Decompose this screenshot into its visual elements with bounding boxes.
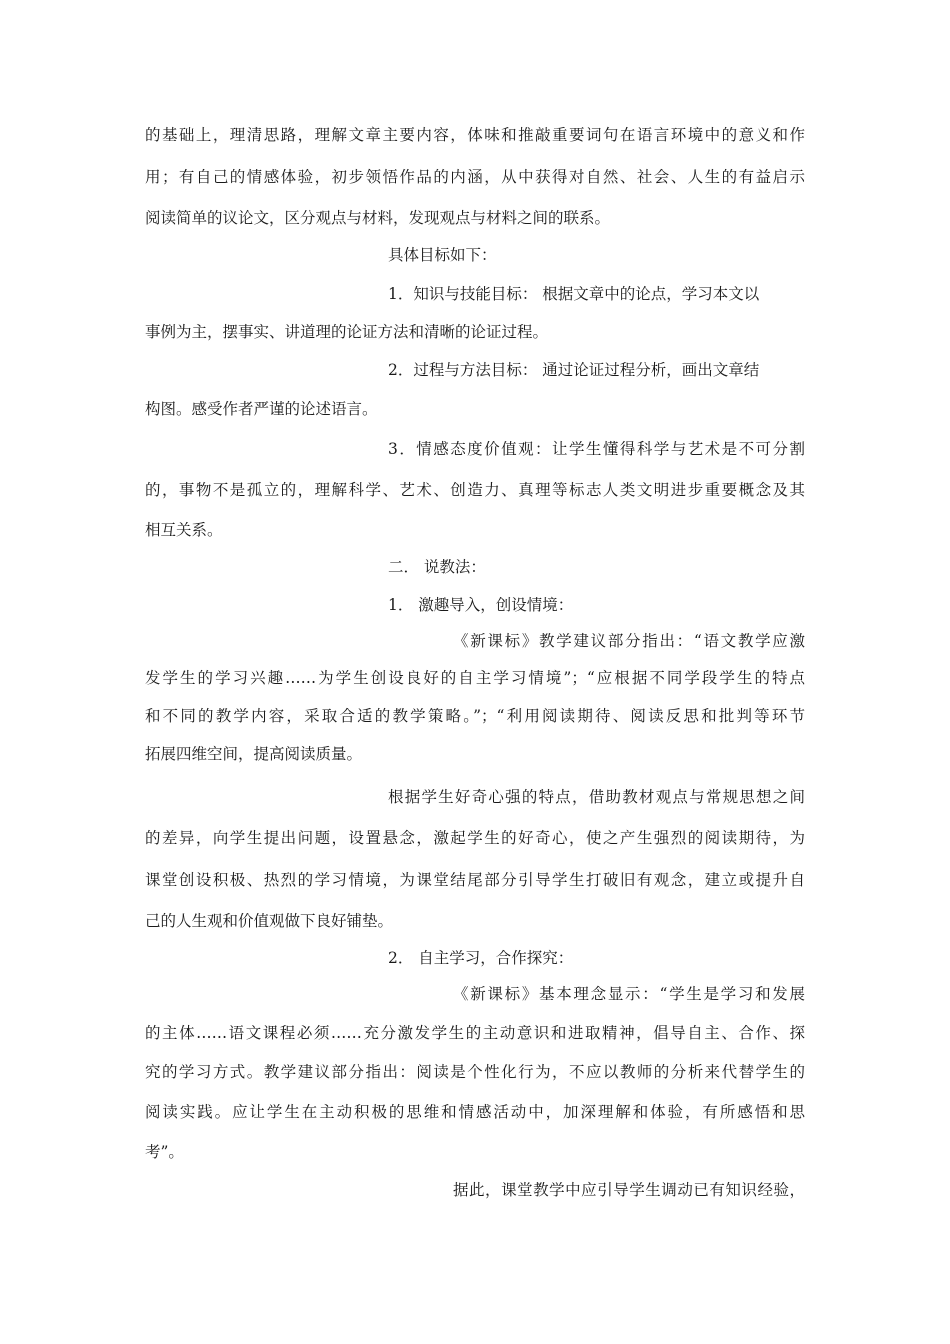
text-line: 2．过程与方法目标： 通过论证过程分析，画出文章结 <box>388 361 760 379</box>
text-line: 《新课标》教学建议部分指出：“语文教学应激 <box>453 632 805 650</box>
text-line: 3．情感态度价值观：让学生懂得科学与艺术是不可分割 <box>388 440 805 458</box>
text-line: 具体目标如下： <box>388 246 497 264</box>
text-line: 阅读简单的议论文，区分观点与材料，发现观点与材料之间的联系。 <box>145 209 611 227</box>
text-line: 拓展四维空间，提高阅读质量。 <box>145 745 363 763</box>
text-line: 的基础上，理清思路，理解文章主要内容，体味和推敲重要词句在语言环境中的意义和作 <box>145 126 805 144</box>
text-line: 1．知识与技能目标： 根据文章中的论点，学习本文以 <box>388 285 760 303</box>
text-line: 相互关系。 <box>145 521 223 539</box>
text-line: 的差异，向学生提出问题，设置悬念，激起学生的好奇心，使之产生强烈的阅读期待，为 <box>145 829 805 847</box>
text-line: 《新课标》基本理念显示：“学生是学习和发展 <box>453 985 805 1003</box>
text-line: 据此，课堂教学中应引导学生调动已有知识经验， <box>453 1181 805 1199</box>
text-line: 己的人生观和价值观做下良好铺垫。 <box>145 912 394 930</box>
text-line: 究的学习方式。教学建议部分指出：阅读是个性化行为，不应以教师的分析来代替学生的 <box>145 1063 805 1081</box>
text-line: 发学生的学习兴趣……为学生创设良好的自主学习情境”；“应根据不同学段学生的特点 <box>145 669 805 687</box>
text-line: 用；有自己的情感体验，初步领悟作品的内涵，从中获得对自然、社会、人生的有益启示 <box>145 168 805 186</box>
text-line: 课堂创设积极、热烈的学习情境，为课堂结尾部分引导学生打破旧有观念，建立或提升自 <box>145 871 805 889</box>
subsection-heading: 1． 激趣导入，创设情境： <box>388 596 574 614</box>
subsection-heading: 2． 自主学习，合作探究： <box>388 949 574 967</box>
text-line: 的，事物不是孤立的，理解科学、艺术、创造力、真理等标志人类文明进步重要概念及其 <box>145 481 805 499</box>
section-heading: 二． 说教法： <box>388 558 486 576</box>
text-line: 根据学生好奇心强的特点，借助教材观点与常规思想之间 <box>388 788 805 806</box>
text-line: 事例为主，摆事实、讲道理的论证方法和清晰的论证过程。 <box>145 323 549 341</box>
text-line: 考”。 <box>145 1143 184 1161</box>
text-line: 和不同的教学内容，采取合适的教学策略。”；“利用阅读期待、阅读反思和批判等环节 <box>145 707 805 725</box>
text-line: 的主体……语文课程必须……充分激发学生的主动意识和进取精神，倡导自主、合作、探 <box>145 1024 805 1042</box>
text-line: 构图。感受作者严谨的论述语言。 <box>145 400 378 418</box>
text-line: 阅读实践。应让学生在主动积极的思维和情感活动中，加深理解和体验，有所感悟和思 <box>145 1103 805 1121</box>
